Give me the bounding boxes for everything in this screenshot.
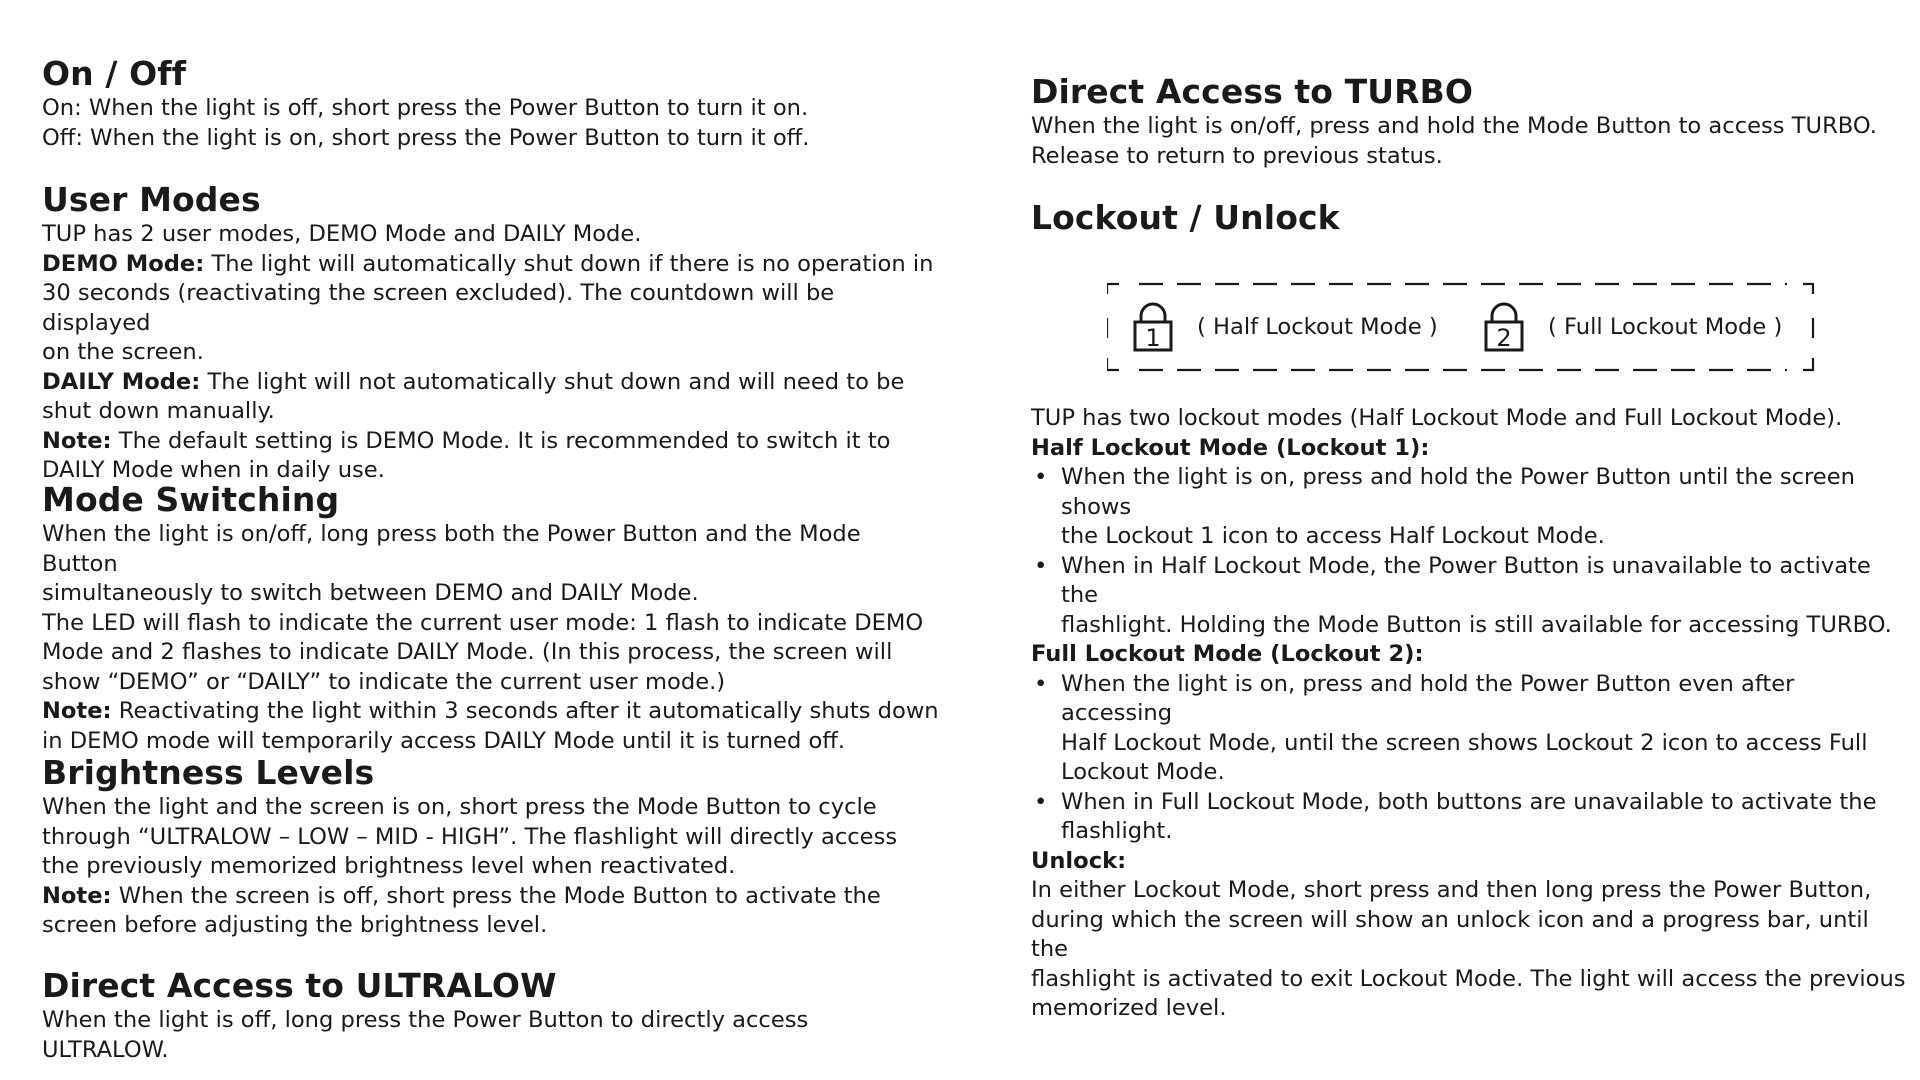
- half-lockout-heading: [1031, 434, 1911, 464]
- note-label: Note:: [42, 882, 112, 909]
- padlock-2-number: 2: [1496, 324, 1512, 352]
- full-lockout-label: ( Full Lockout Mode ): [1548, 314, 1783, 340]
- lockout-intro: TUP has two lockout modes (Half Lockout Mode and Full Lockout Mode).: [1031, 405, 1843, 431]
- heading-brightness-levels: Brightness Levels: [42, 753, 375, 792]
- unlock-line: flashlight is activated to exit Lockout Mode. The light will access the previous: [1031, 965, 1906, 992]
- heading-lockout: Lockout / Unlock: [1031, 198, 1340, 237]
- user-modes-body: [42, 220, 942, 486]
- lockout-body: [1031, 404, 1911, 1024]
- bullet-icon: •: [1034, 552, 1048, 579]
- section-on-off: [42, 54, 942, 153]
- list-item-line: When in Half Lockout Mode, the Power Button is unavailable to activate the: [1061, 552, 1871, 608]
- full-lockout-list: [1031, 670, 1911, 847]
- section-lockout: [1031, 198, 1911, 238]
- note-line: [42, 697, 942, 727]
- list-item-line: When the light is on, press and hold the Power Button even after accessing: [1061, 670, 1795, 726]
- mode-switching-body: [42, 520, 942, 756]
- lockout-2-item: [1482, 302, 1782, 352]
- brightness-line: through “ULTRALOW – LOW – MID - HIGH”. The flashlight will directly access: [42, 823, 898, 850]
- lockout-1-item: [1131, 302, 1438, 352]
- note-line: [42, 427, 942, 457]
- heading-on-off: On / Off: [42, 54, 187, 93]
- lockout-diagram: [1107, 282, 1815, 372]
- section-mode-switching: [42, 480, 942, 756]
- note-label: Note:: [42, 427, 112, 454]
- heading-user-modes: User Modes: [42, 180, 261, 219]
- unlock-line: In either Lockout Mode, short press and then long press the Power Button,: [1031, 877, 1872, 903]
- list-item-line: Lockout Mode.: [1061, 759, 1225, 785]
- padlock-2-icon: [1482, 302, 1526, 352]
- bullet-icon: •: [1034, 670, 1048, 697]
- bullet-icon: •: [1034, 464, 1048, 490]
- note-line: [42, 882, 942, 912]
- on-off-line: On: When the light is off, short press the Power Button to turn it on.: [42, 95, 809, 121]
- list-item-line: flashlight. Holding the Mode Button is still available for accessing TURBO.: [1061, 611, 1892, 638]
- daily-mode-line: [42, 368, 942, 398]
- note-line: in DEMO mode will temporarily access DAILY Mode until it is turned off.: [42, 727, 846, 754]
- mode-switching-line: simultaneously to switch between DEMO and DAILY Mode.: [42, 580, 699, 606]
- section-turbo: [1031, 72, 1911, 171]
- note-line: screen before adjusting the brightness level.: [42, 912, 548, 938]
- heading-turbo: Direct Access to TURBO: [1031, 72, 1474, 111]
- list-item-line: the Lockout 1 icon to access Half Lockout Mode.: [1061, 523, 1605, 549]
- heading-ultralow: Direct Access to ULTRALOW: [42, 966, 557, 1005]
- ultralow-line: When the light is off, long press the Power Button to directly access ULTRALOW.: [42, 1007, 809, 1063]
- turbo-line: When the light is on/off, press and hold the Mode Button to access TURBO.: [1031, 113, 1877, 139]
- full-lockout-heading: [1031, 640, 1911, 670]
- note-text: The default setting is DEMO Mode. It is recommended to switch it to: [111, 427, 891, 454]
- section-user-modes: [42, 180, 942, 486]
- mode-switching-line: The LED will flash to indicate the current user mode: 1 flash to indicate DEMO: [42, 609, 924, 636]
- list-item: [1031, 552, 1911, 641]
- note-line: DAILY Mode when in daily use.: [42, 457, 385, 483]
- mode-switching-line: show “DEMO” or “DAILY” to indicate the current user mode.): [42, 668, 726, 695]
- padlock-1-icon: [1131, 302, 1175, 352]
- on-off-line: Off: When the light is on, short press the Power Button to turn it off.: [42, 124, 810, 151]
- list-item-line: Half Lockout Mode, until the screen shows Lockout 2 icon to access Full: [1061, 729, 1868, 756]
- padlock-1-number: 1: [1145, 324, 1161, 352]
- brightness-line: the previously memorized brightness level when reactivated.: [42, 853, 736, 879]
- section-lockout-details: [1031, 404, 1911, 1024]
- demo-mode-line: [42, 250, 942, 280]
- note-text: Reactivating the light within 3 seconds after it automatically shuts down: [111, 698, 939, 724]
- ultralow-body: [42, 1006, 942, 1065]
- turbo-body: [1031, 112, 1911, 171]
- note-label: Note:: [42, 698, 112, 724]
- daily-mode-text: The light will not automatically shut down and will need to be: [200, 368, 905, 395]
- mode-switching-line: When the light is on/off, long press both the Power Button and the Mode Button: [42, 521, 861, 577]
- unlock-heading: [1031, 847, 1911, 877]
- brightness-body: [42, 793, 942, 941]
- note-text: When the screen is off, short press the Mode Button to activate the: [111, 882, 881, 909]
- unlock-line: memorized level.: [1031, 995, 1227, 1021]
- user-modes-intro: TUP has 2 user modes, DEMO Mode and DAILY Mode.: [42, 221, 642, 247]
- demo-mode-text: The light will automatically shut down if there is no operation in: [204, 250, 934, 277]
- on-off-body: [42, 94, 942, 153]
- section-brightness-levels: [42, 753, 942, 941]
- list-item: [1031, 788, 1911, 847]
- half-lockout-list: [1031, 463, 1911, 640]
- list-item: [1031, 670, 1911, 788]
- daily-mode-label: DAILY Mode:: [42, 368, 201, 395]
- unlock-line: during which the screen will show an unlock icon and a progress bar, until the: [1031, 906, 1869, 962]
- demo-mode-line: 30 seconds (reactivating the screen excluded). The countdown will be displayed: [42, 280, 835, 336]
- turbo-line: Release to return to previous status.: [1031, 142, 1443, 169]
- list-item-line: flashlight.: [1061, 818, 1173, 844]
- heading-mode-switching: Mode Switching: [42, 480, 340, 519]
- half-lockout-heading-text: Half Lockout Mode (Lockout 1):: [1031, 434, 1430, 461]
- brightness-line: When the light and the screen is on, short press the Mode Button to cycle: [42, 794, 877, 820]
- bullet-icon: •: [1034, 788, 1048, 815]
- full-lockout-heading-text: Full Lockout Mode (Lockout 2):: [1031, 641, 1424, 667]
- unlock-heading-text: Unlock:: [1031, 847, 1127, 874]
- list-item: [1031, 463, 1911, 552]
- demo-mode-label: DEMO Mode:: [42, 250, 205, 277]
- mode-switching-line: Mode and 2 flashes to indicate DAILY Mode. (In this process, the screen will: [42, 639, 893, 665]
- list-item-line: When the light is on, press and hold the Power Button until the screen shows: [1061, 464, 1855, 520]
- list-item-line: When in Full Lockout Mode, both buttons are unavailable to activate the: [1061, 788, 1877, 815]
- demo-mode-line: on the screen.: [42, 339, 204, 365]
- half-lockout-label: ( Half Lockout Mode ): [1197, 314, 1438, 340]
- daily-mode-line: shut down manually.: [42, 398, 275, 424]
- section-ultralow: [42, 966, 942, 1065]
